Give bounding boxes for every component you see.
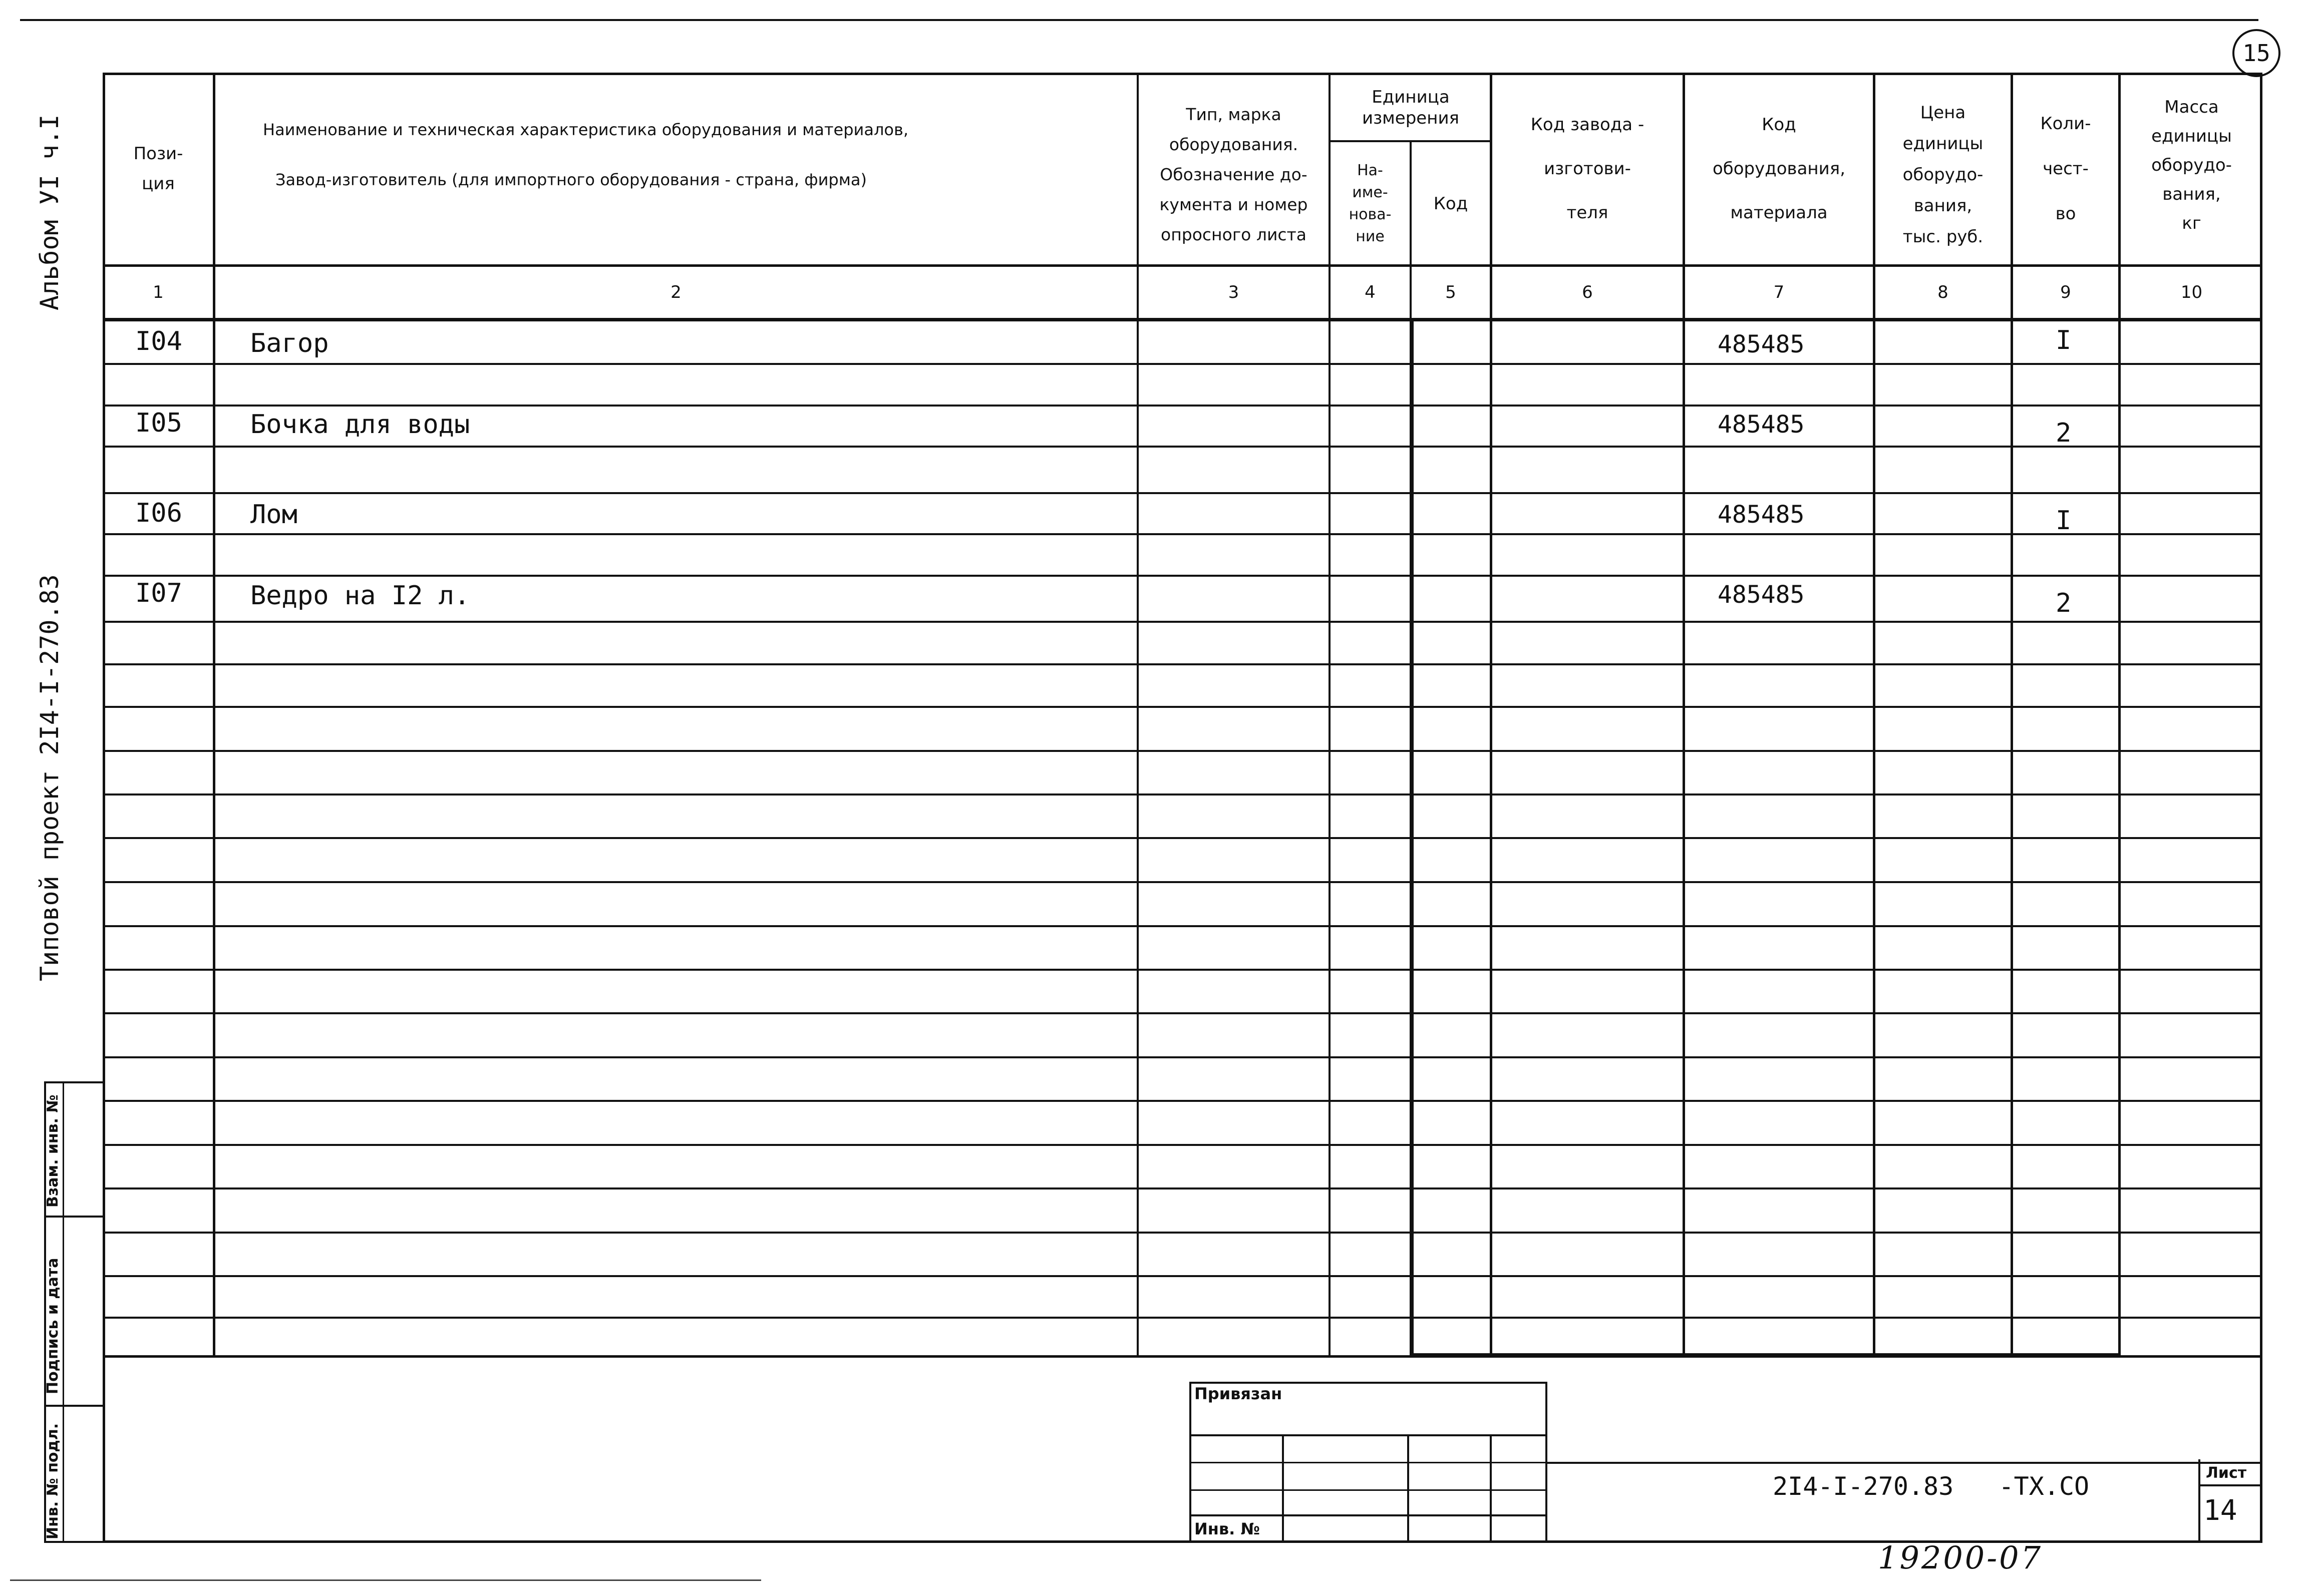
- row-line: [103, 750, 2262, 752]
- row-code: 485485: [1718, 581, 1805, 609]
- row-position: I06: [135, 498, 182, 528]
- stamp-line: [1282, 1434, 1284, 1543]
- project-label: Типовой проект 2I4-I-270.83: [35, 574, 64, 981]
- privyazan-label: Привязан: [1194, 1384, 1282, 1403]
- title-block-top: [1547, 1462, 2262, 1464]
- row-line: [103, 969, 2262, 971]
- row-line: [103, 1232, 2262, 1234]
- top-border-line: [20, 19, 2258, 21]
- header-unit-name: На- име- нова- ние: [1349, 161, 1392, 245]
- stamp-line: [1407, 1434, 1409, 1543]
- row-line: [103, 446, 2262, 448]
- row-line: [103, 1275, 2262, 1277]
- inv-no-label: Инв. №: [1194, 1519, 1260, 1538]
- row-quantity: 2: [2056, 418, 2072, 448]
- row-position: I05: [135, 408, 182, 438]
- header-name-line2: Завод-изготовитель (для импортного оборудования - страна, фирма): [275, 170, 867, 189]
- header-name-line1: Наименование и техническая характеристика оборудования и материалов,: [263, 120, 908, 139]
- podpis-label: Подпись и дата: [44, 1258, 62, 1394]
- row-line: [103, 1100, 2262, 1102]
- header-mass: Масса единицы оборудо- вания, кг: [2151, 97, 2232, 233]
- colnum-8: 8: [1937, 282, 1948, 302]
- row-line: [103, 1056, 2262, 1058]
- header-position: Пози- ция: [133, 143, 183, 194]
- row-line: [103, 405, 2262, 407]
- page-number: 15: [2242, 40, 2270, 67]
- row-line: [103, 706, 2262, 708]
- document-code: 2I4-I-270.83 -ТХ.СО: [1773, 1472, 2090, 1501]
- colnum-2: 2: [671, 282, 682, 302]
- bottom-edge-line: [10, 1579, 761, 1581]
- row-line: [103, 1187, 2262, 1189]
- row-line: [103, 575, 2262, 577]
- header-factory-code: Код завода - изготови- теля: [1530, 114, 1644, 223]
- row-line: [103, 793, 2262, 795]
- row-line: [103, 837, 2262, 839]
- album-label: Альбом УI ч.I: [35, 114, 64, 310]
- row-position: I07: [135, 578, 182, 608]
- stamp-line: [1189, 1514, 1547, 1516]
- sheet-label: Лист: [2206, 1464, 2247, 1482]
- row-line: [103, 881, 2262, 883]
- vzam-inv-label: Взам. инв. №: [44, 1094, 62, 1208]
- margin-stamp-divider: [44, 1405, 105, 1407]
- handwritten-number: 19200-07: [1878, 1539, 2043, 1576]
- stamp-line: [1189, 1462, 1547, 1463]
- colnum-5: 5: [1445, 282, 1456, 302]
- colnum-1: 1: [153, 282, 164, 302]
- header-type-mark: Тип, марка оборудования. Обозначение до- кумента и номер опросного листа: [1159, 105, 1308, 244]
- row-code: 485485: [1718, 411, 1805, 439]
- colnum-4: 4: [1365, 282, 1376, 302]
- row-line: [103, 492, 2262, 494]
- row-name: Ведро на I2 л.: [250, 581, 470, 611]
- header-price: Цена единицы оборудо- вания, тыс. руб.: [1902, 103, 1984, 247]
- row-line: [103, 1012, 2262, 1014]
- margin-stamp-divider: [44, 1216, 105, 1218]
- row-name: Лом: [250, 500, 297, 530]
- row-line: [103, 1317, 2262, 1319]
- stamp-line: [1490, 1434, 1492, 1543]
- row-line: [103, 621, 2262, 623]
- header-unit-group: Единица измерения: [1362, 87, 1460, 128]
- unit-group-line: [1329, 140, 1491, 142]
- row-code: 485485: [1718, 501, 1805, 529]
- colnum-3: 3: [1228, 282, 1239, 302]
- sheet-box-line: [2198, 1459, 2200, 1543]
- header-equipment-code: Код оборудования, материала: [1712, 114, 1846, 223]
- row-line: [103, 533, 2262, 535]
- row-quantity: I: [2056, 506, 2072, 536]
- col-line-bold: [1410, 320, 1414, 1358]
- header-name: [215, 73, 1137, 264]
- row-quantity: 2: [2056, 588, 2072, 618]
- colnum-7: 7: [1773, 282, 1785, 302]
- row-name: Багор: [250, 328, 329, 358]
- stamp-line: [1189, 1489, 1547, 1491]
- page-number-circle: [2232, 29, 2280, 77]
- header-quantity: Коли- чест- во: [2040, 113, 2091, 224]
- row-name: Бочка для воды: [250, 410, 470, 440]
- inv-podl-label: Инв. № подл.: [44, 1423, 62, 1539]
- row-line: [103, 1144, 2262, 1146]
- row-line: [103, 925, 2262, 927]
- colnum-bottom-line: [103, 318, 2262, 321]
- colnum-6: 6: [1582, 282, 1593, 302]
- header-unit-code: Код: [1433, 193, 1468, 214]
- row-line: [103, 363, 2262, 365]
- colnum-9: 9: [2060, 282, 2071, 302]
- stamp-line: [1189, 1434, 1547, 1436]
- row-line: [103, 663, 2262, 665]
- colnum-10: 10: [2180, 282, 2203, 302]
- bottom-frame: [103, 1355, 2262, 1543]
- margin-stamp-divider: [63, 1081, 64, 1543]
- sheet-number: 14: [2203, 1494, 2237, 1527]
- row-position: I04: [135, 326, 182, 356]
- row-quantity: I: [2056, 325, 2072, 355]
- row-code: 485485: [1718, 330, 1805, 358]
- right-block-bottom: [1410, 1353, 2121, 1357]
- sheet-box-line: [2198, 1484, 2262, 1486]
